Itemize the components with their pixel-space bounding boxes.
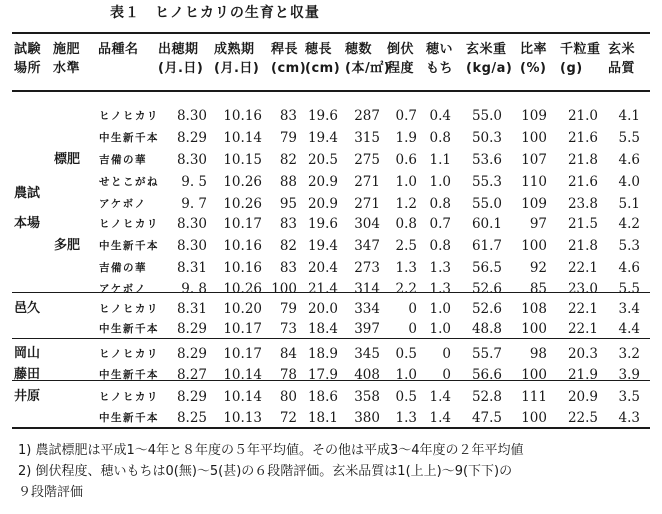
- culm-length: 79: [279, 301, 297, 317]
- site-label: 藤田: [14, 367, 41, 382]
- lodging-degree: 1.3: [395, 410, 417, 426]
- column-header-line: 試験: [14, 42, 42, 57]
- column-header-line: (cm): [305, 61, 341, 76]
- thousand-grain-weight: 20.9: [567, 389, 598, 405]
- column-header-line: 玄米: [608, 42, 636, 57]
- column-header: [214, 40, 259, 78]
- panicle-length: 18.9: [307, 346, 338, 362]
- yield-ratio: 100: [521, 130, 547, 146]
- brown-rice-yield: 50.3: [471, 130, 502, 146]
- column-header-line: 出穂期: [158, 42, 199, 57]
- column-header-line: 成熟期: [214, 42, 255, 57]
- column-header-line: (本/㎡): [345, 61, 391, 76]
- brown-rice-quality: 3.4: [618, 301, 640, 317]
- maturity-date: 10.17: [223, 321, 262, 337]
- thousand-grain-weight: 21.0: [567, 108, 598, 124]
- culm-length: 80: [279, 389, 297, 405]
- column-header-line: 品質: [608, 61, 636, 76]
- panicle-blast: 0: [442, 367, 451, 383]
- column-header: [387, 40, 414, 78]
- yield-ratio: 100: [521, 367, 547, 383]
- brown-rice-yield: 47.5: [471, 410, 502, 426]
- brown-rice-quality: 5.5: [618, 130, 640, 146]
- variety-name: 中生新千本: [99, 132, 159, 144]
- column-header: [608, 40, 635, 78]
- column-header-line: (g): [560, 61, 583, 76]
- culm-length: 72: [279, 410, 297, 426]
- panicle-length: 20.5: [307, 152, 338, 168]
- maturity-date: 10.26: [223, 174, 262, 190]
- panicle-length: 18.1: [307, 410, 338, 426]
- heading-date: 8.30: [176, 152, 207, 168]
- column-header-line: 穂い: [426, 42, 454, 57]
- maturity-date: 10.14: [223, 130, 262, 146]
- brown-rice-yield: 55.3: [471, 174, 502, 190]
- thousand-grain-weight: 23.0: [567, 281, 598, 297]
- column-header-line: 程度: [387, 61, 415, 76]
- brown-rice-quality: 4.6: [618, 260, 640, 276]
- panicle-length: 19.4: [307, 238, 338, 254]
- note-3: ９段階評価: [18, 485, 84, 500]
- panicle-blast: 1.0: [429, 321, 451, 337]
- brown-rice-quality: 3.2: [618, 346, 640, 362]
- panicle-count: 314: [354, 281, 380, 297]
- panicle-length: 19.6: [307, 108, 338, 124]
- variety-name: ヒノヒカリ: [99, 348, 159, 360]
- culm-length: 82: [279, 152, 297, 168]
- panicle-blast: 1.4: [429, 410, 451, 426]
- variety-name: 吉備の華: [99, 154, 147, 166]
- thousand-grain-weight: 21.6: [567, 130, 598, 146]
- heading-date: 8.30: [176, 216, 207, 232]
- column-header-line: 施肥: [53, 42, 81, 57]
- thousand-grain-weight: 22.5: [567, 410, 598, 426]
- brown-rice-yield: 55.0: [471, 196, 502, 212]
- column-header-line: (kg/a): [466, 61, 513, 76]
- thousand-grain-weight: 22.1: [567, 260, 598, 276]
- panicle-count: 271: [354, 196, 380, 212]
- brown-rice-yield: 61.7: [471, 238, 502, 254]
- culm-length: 73: [279, 321, 297, 337]
- lodging-degree: 1.0: [395, 367, 417, 383]
- yield-ratio: 100: [521, 238, 547, 254]
- table-title: 表１ ヒノヒカリの生育と収量: [110, 5, 320, 21]
- thousand-grain-weight: 22.1: [567, 321, 598, 337]
- brown-rice-yield: 55.7: [471, 346, 502, 362]
- maturity-date: 10.13: [223, 410, 262, 426]
- maturity-date: 10.16: [223, 238, 262, 254]
- panicle-blast: 0.8: [429, 238, 451, 254]
- panicle-length: 20.9: [307, 174, 338, 190]
- lodging-degree: 0.5: [395, 346, 417, 362]
- panicle-count: 304: [354, 216, 380, 232]
- heading-date: 8.30: [176, 108, 207, 124]
- brown-rice-yield: 56.6: [471, 367, 502, 383]
- panicle-count: 347: [354, 238, 380, 254]
- culm-length: 83: [279, 216, 297, 232]
- panicle-blast: 0.4: [429, 108, 451, 124]
- heading-date: 9. 5: [181, 174, 207, 190]
- lodging-degree: 1.9: [395, 130, 417, 146]
- panicle-count: 358: [354, 389, 380, 405]
- panicle-length: 20.0: [307, 301, 338, 317]
- thousand-grain-weight: 20.3: [567, 346, 598, 362]
- brown-rice-quality: 4.0: [618, 174, 640, 190]
- lodging-degree: 0.5: [395, 389, 417, 405]
- fertilizer-level-label: 標肥: [54, 152, 81, 167]
- column-header: [305, 40, 340, 78]
- brown-rice-quality: 4.2: [618, 216, 640, 232]
- lodging-degree: 0.7: [395, 108, 417, 124]
- culm-length: 79: [279, 130, 297, 146]
- panicle-blast: 0.7: [429, 216, 451, 232]
- panicle-blast: 0: [442, 346, 451, 362]
- yield-ratio: 109: [521, 196, 547, 212]
- panicle-length: 19.4: [307, 130, 338, 146]
- brown-rice-yield: 55.0: [471, 108, 502, 124]
- panicle-count: 275: [354, 152, 380, 168]
- thousand-grain-weight: 21.5: [567, 216, 598, 232]
- heading-date: 8.29: [176, 389, 207, 405]
- maturity-date: 10.20: [223, 301, 262, 317]
- brown-rice-quality: 3.5: [618, 389, 640, 405]
- variety-name: 吉備の華: [99, 262, 147, 274]
- panicle-blast: 1.0: [429, 174, 451, 190]
- variety-name: ヒノヒカリ: [99, 218, 159, 230]
- table-notes: [18, 440, 524, 503]
- variety-name: ヒノヒカリ: [99, 110, 159, 122]
- column-header-line: 品種名: [98, 42, 139, 57]
- variety-name: ヒノヒカリ: [99, 391, 159, 403]
- culm-length: 83: [279, 108, 297, 124]
- culm-length: 88: [279, 174, 297, 190]
- panicle-count: 273: [354, 260, 380, 276]
- yield-ratio: 107: [521, 152, 547, 168]
- yield-ratio: 111: [521, 389, 547, 405]
- brown-rice-yield: 48.8: [471, 321, 502, 337]
- brown-rice-quality: 5.3: [618, 238, 640, 254]
- variety-name: アケボノ: [99, 283, 147, 295]
- panicle-length: 18.4: [307, 321, 338, 337]
- column-header-line: 玄米重: [466, 42, 507, 57]
- thousand-grain-weight: 23.8: [567, 196, 598, 212]
- column-header: [520, 40, 547, 78]
- lodging-degree: 2.5: [395, 238, 417, 254]
- variety-name: アケボノ: [99, 198, 147, 210]
- column-header: [53, 40, 80, 78]
- column-header: [345, 40, 390, 78]
- site-label: 邑久: [14, 301, 41, 316]
- maturity-date: 10.26: [223, 196, 262, 212]
- culm-length: 82: [279, 238, 297, 254]
- brown-rice-quality: 4.6: [618, 152, 640, 168]
- panicle-length: 19.6: [307, 216, 338, 232]
- heading-date: 9. 8: [181, 281, 207, 297]
- maturity-date: 10.16: [223, 260, 262, 276]
- variety-name: 中生新千本: [99, 240, 159, 252]
- column-header-line: (%): [520, 61, 547, 76]
- variety-name: 中生新千本: [99, 323, 159, 335]
- yield-ratio: 85: [529, 281, 547, 297]
- yield-ratio: 97: [529, 216, 547, 232]
- column-header: [271, 40, 306, 78]
- culm-length: 83: [279, 260, 297, 276]
- variety-name: ヒノヒカリ: [99, 303, 159, 315]
- maturity-date: 10.16: [223, 108, 262, 124]
- panicle-count: 408: [354, 367, 380, 383]
- brown-rice-yield: 52.8: [471, 389, 502, 405]
- column-header-line: 比率: [520, 42, 548, 57]
- lodging-degree: 1.3: [395, 260, 417, 276]
- fertilizer-level-label: 多肥: [54, 238, 81, 253]
- column-header-line: (月.日): [214, 61, 260, 76]
- panicle-blast: 1.3: [429, 281, 451, 297]
- heading-date: 8.29: [176, 321, 207, 337]
- culm-length: 78: [279, 367, 297, 383]
- lodging-degree: 0.8: [395, 216, 417, 232]
- yield-ratio: 109: [521, 108, 547, 124]
- brown-rice-quality: 4.4: [618, 321, 640, 337]
- column-header-line: 水準: [53, 61, 81, 76]
- panicle-blast: 0.8: [429, 196, 451, 212]
- note-1: 1) 農試標肥は平成1～4年と８年度の５年平均値。その他は平成3～4年度の２年平均値: [18, 443, 524, 458]
- yield-ratio: 98: [529, 346, 547, 362]
- lodging-degree: 2.2: [395, 281, 417, 297]
- maturity-date: 10.17: [223, 346, 262, 362]
- lodging-degree: 0: [408, 321, 417, 337]
- column-header: [466, 40, 512, 78]
- panicle-length: 17.9: [307, 367, 338, 383]
- heading-date: 8.31: [176, 260, 207, 276]
- column-header-line: 場所: [14, 61, 42, 76]
- maturity-date: 10.15: [223, 152, 262, 168]
- brown-rice-quality: 4.1: [618, 108, 640, 124]
- panicle-length: 20.9: [307, 196, 338, 212]
- brown-rice-quality: 5.5: [618, 281, 640, 297]
- thousand-grain-weight: 21.6: [567, 174, 598, 190]
- panicle-blast: 1.0: [429, 301, 451, 317]
- table-rule: [12, 90, 650, 92]
- panicle-count: 315: [354, 130, 380, 146]
- heading-date: 9. 7: [181, 196, 207, 212]
- site-label: 井原: [14, 389, 41, 404]
- maturity-date: 10.14: [223, 389, 262, 405]
- thousand-grain-weight: 22.1: [567, 301, 598, 317]
- site-label: 農試: [14, 186, 41, 201]
- column-header-line: 千粒重: [560, 42, 601, 57]
- column-header: [98, 40, 139, 59]
- column-header: [158, 40, 203, 78]
- panicle-count: 271: [354, 174, 380, 190]
- maturity-date: 10.14: [223, 367, 262, 383]
- maturity-date: 10.17: [223, 216, 262, 232]
- brown-rice-yield: 60.1: [471, 216, 502, 232]
- panicle-blast: 0.8: [429, 130, 451, 146]
- panicle-count: 345: [354, 346, 380, 362]
- table-rule: [12, 32, 650, 34]
- panicle-length: 21.4: [307, 281, 338, 297]
- variety-name: せとこがね: [99, 176, 159, 188]
- brown-rice-quality: 5.1: [618, 196, 640, 212]
- column-header-line: 穂長: [305, 42, 333, 57]
- column-header-line: 穂数: [345, 42, 373, 57]
- yield-ratio: 108: [521, 301, 547, 317]
- heading-date: 8.29: [176, 130, 207, 146]
- note-2: 2) 倒伏程度、穂いもちは0(無)～5(甚)の６段階評価。玄米品質は1(上上)～9(下下)の: [18, 464, 513, 479]
- variety-name: 中生新千本: [99, 369, 159, 381]
- brown-rice-quality: 3.9: [618, 367, 640, 383]
- column-header-line: 稈長: [271, 42, 299, 57]
- lodging-degree: 0: [408, 301, 417, 317]
- heading-date: 8.31: [176, 301, 207, 317]
- panicle-count: 380: [354, 410, 380, 426]
- lodging-degree: 1.2: [395, 196, 417, 212]
- site-label: 本場: [14, 216, 41, 231]
- yield-ratio: 100: [521, 321, 547, 337]
- brown-rice-yield: 56.5: [471, 260, 502, 276]
- panicle-count: 334: [354, 301, 380, 317]
- column-header: [426, 40, 453, 78]
- brown-rice-yield: 52.6: [471, 281, 502, 297]
- panicle-count: 287: [354, 108, 380, 124]
- yield-ratio: 92: [529, 260, 547, 276]
- panicle-length: 18.6: [307, 389, 338, 405]
- heading-date: 8.30: [176, 238, 207, 254]
- thousand-grain-weight: 21.8: [567, 152, 598, 168]
- culm-length: 100: [271, 281, 297, 297]
- heading-date: 8.25: [176, 410, 207, 426]
- culm-length: 84: [279, 346, 297, 362]
- column-header-line: (月.日): [158, 61, 204, 76]
- thousand-grain-weight: 21.9: [567, 367, 598, 383]
- heading-date: 8.27: [176, 367, 207, 383]
- brown-rice-quality: 4.3: [618, 410, 640, 426]
- lodging-degree: 0.6: [395, 152, 417, 168]
- panicle-count: 397: [354, 321, 380, 337]
- column-header: [560, 40, 601, 78]
- panicle-length: 20.4: [307, 260, 338, 276]
- column-header-line: もち: [426, 61, 454, 76]
- column-header-line: (cm): [271, 61, 307, 76]
- panicle-blast: 1.1: [429, 152, 451, 168]
- yield-ratio: 100: [521, 410, 547, 426]
- yield-ratio: 110: [521, 174, 547, 190]
- column-header-line: 倒伏: [387, 42, 415, 57]
- panicle-blast: 1.3: [429, 260, 451, 276]
- column-header: [14, 40, 41, 78]
- lodging-degree: 1.0: [395, 174, 417, 190]
- panicle-blast: 1.4: [429, 389, 451, 405]
- brown-rice-yield: 53.6: [471, 152, 502, 168]
- maturity-date: 10.26: [223, 281, 262, 297]
- site-label: 岡山: [14, 346, 41, 361]
- culm-length: 95: [279, 196, 297, 212]
- brown-rice-yield: 52.6: [471, 301, 502, 317]
- thousand-grain-weight: 21.8: [567, 238, 598, 254]
- heading-date: 8.29: [176, 346, 207, 362]
- variety-name: 中生新千本: [99, 412, 159, 424]
